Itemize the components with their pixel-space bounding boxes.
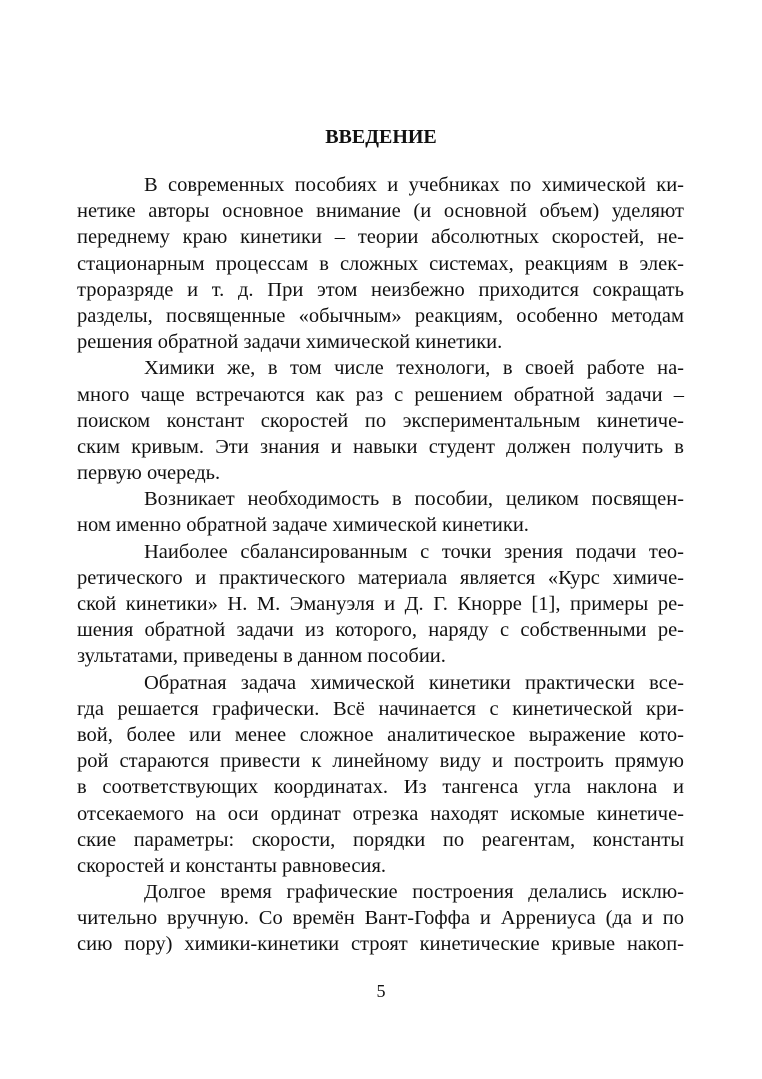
text-line: стационарным процессам в сложных системах, реакциям в элек-	[77, 252, 684, 275]
text-line: шения обратной задачи из которого, наряду с собственными ре-	[77, 619, 684, 642]
text-line: в соответствующих координатах. Из тангенса угла наклона и	[77, 776, 684, 799]
text-line: гда решается графически. Всё начинается с кинетической кри-	[77, 697, 684, 720]
text-line: Возникает необходимость в пособии, целиком посвящен-	[144, 488, 684, 511]
paragraph	[77, 355, 684, 486]
body-text	[77, 172, 684, 958]
text-line: рой стараются привести к линейному виду и построить прямую	[77, 750, 684, 773]
text-line: нетике авторы основное внимание (и основной объем) уделяют	[77, 200, 684, 223]
text-line: Наиболее сбалансированным с точки зрения подачи тео-	[144, 540, 684, 563]
text-line: ским кривым. Эти знания и навыки студент должен получить в	[77, 435, 684, 458]
text-line: ном именно обратной задаче химической кинетики.	[77, 514, 529, 537]
paragraph	[77, 486, 684, 538]
paragraph	[77, 172, 684, 355]
paragraph	[77, 879, 684, 958]
text-line: троразряде и т. д. При этом неизбежно приходится сокращать	[77, 278, 684, 301]
text-line: зультатами, приведены в данном пособии.	[77, 645, 446, 668]
text-line: чительно вручную. Со времён Вант-Гоффа и Аррениуса (да и по	[77, 907, 684, 930]
text-line: поиском констант скоростей по экспериментальным кинетиче-	[77, 409, 684, 432]
text-line: решения обратной задачи химической кинетики.	[77, 331, 503, 354]
text-line: переднему краю кинетики – теории абсолютных скоростей, не-	[77, 226, 684, 249]
text-line: Обратная задача химической кинетики практически все-	[144, 671, 684, 694]
text-line: скоростей и константы равновесия.	[77, 854, 387, 877]
page-title: ВВЕДЕНИЕ	[325, 126, 437, 148]
text-line: отсекаемого на оси ординат отрезка находят искомые кинетиче-	[77, 802, 684, 825]
paragraph	[77, 670, 684, 880]
text-line: Долгое время графические построения делались исклю-	[144, 881, 684, 904]
text-line: много чаще встречаются как раз с решением обратной задачи –	[77, 383, 684, 406]
paragraph	[77, 539, 684, 670]
text-line: Химики же, в том числе технологи, в своей работе на-	[144, 357, 684, 380]
text-line: вой, более или менее сложное аналитическое выражение кото-	[77, 723, 684, 746]
text-line: ские параметры: скорости, порядки по реагентам, константы	[77, 828, 684, 851]
text-line: ской кинетики» Н. М. Эмануэля и Д. Г. Кнорре [1], примеры ре-	[77, 593, 684, 615]
page-number: 5	[376, 981, 386, 1001]
text-line: первую очередь.	[77, 462, 221, 485]
text-line: разделы, посвященные «обычным» реакциям, особенно методам	[77, 304, 684, 327]
text-line: ретического и практического материала является «Курс химиче-	[77, 566, 684, 589]
text-line: В современных пособиях и учебниках по химической ки-	[144, 174, 684, 196]
text-line: сию пору) химики-кинетики строят кинетические кривые накоп-	[77, 933, 684, 956]
